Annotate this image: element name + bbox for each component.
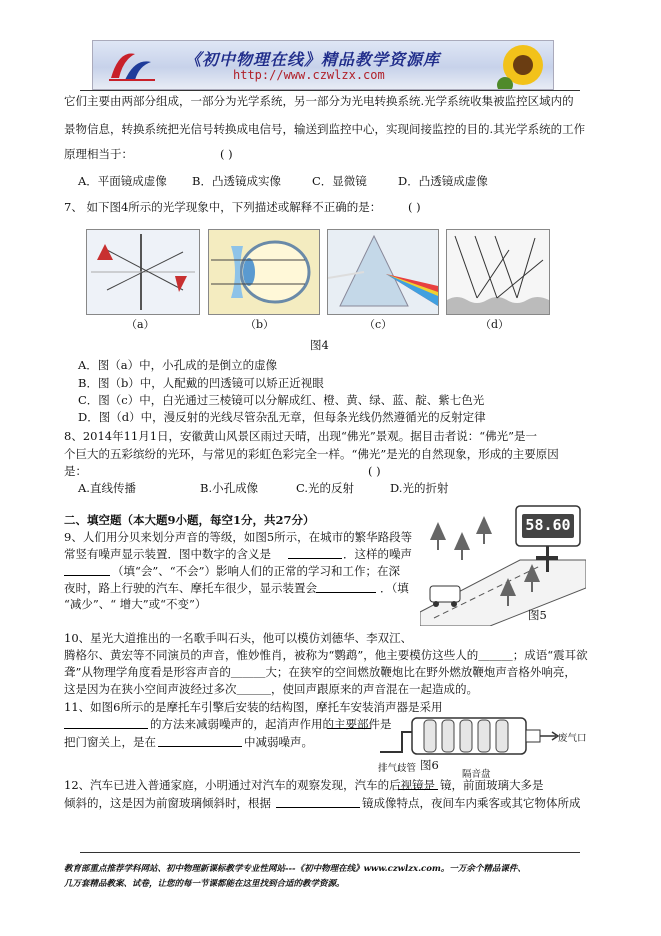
figure-4b-caption: （b） <box>245 318 275 331</box>
noise-display-value: 58.60 <box>525 516 571 534</box>
site-logo-icon <box>101 44 161 86</box>
q11-blank-1[interactable] <box>64 728 148 729</box>
figure-4c-prism <box>327 229 439 315</box>
q9-line4: 夜时，路上行驶的汽车、摩托车很少，显示装置会 <box>64 581 317 595</box>
figure-4a-pinhole <box>86 229 200 315</box>
q6-option-c[interactable]: C．显微镜 <box>312 174 367 188</box>
q6-option-b[interactable]: B．凸透镜成实像 <box>192 174 281 188</box>
q6-answer-paren[interactable]: ( ) <box>220 147 233 161</box>
q9-line3: （填“会”、“不会”）影响人们的正常的学习和工作；在深 <box>112 564 401 578</box>
q7-answer-paren[interactable]: ( ) <box>408 200 421 214</box>
q12-blank-1[interactable] <box>398 789 438 790</box>
q9-line5: “减少”、“ 增大”或“不变”） <box>64 597 207 611</box>
q8-line1: 8、2014年11月1日，安徽黄山风景区雨过天晴，出现“佛光”景观。据目击者说：“佛光”是一 <box>64 429 538 443</box>
q12-line2a: 倾斜的，这是因为前窗玻璃倾斜时，根据 <box>64 796 271 810</box>
footer-line1: 教育部重点推荐学科网站、初中物理新课标教学专业性网站---《初中物理在线》www.czwlzx.com。一万余个精品课件、 <box>64 864 526 874</box>
q12-blank-2[interactable] <box>276 807 360 808</box>
sunflower-icon <box>493 41 553 89</box>
figure-6-muffler <box>372 712 586 778</box>
q11-line1: 11、如图6所示的是摩托车引擎后安装的结构图，摩托车安装消声器是采用 <box>64 700 443 714</box>
q12-line1b: 镜，前面玻璃大多是 <box>440 778 544 792</box>
q7-option-c[interactable]: C．图（c）中，白光通过三棱镜可以分解成红、橙、黄、绿、蓝、靛、紫七色光 <box>78 393 485 407</box>
q6-option-a[interactable]: A．平面镜成虚像 <box>78 174 167 188</box>
figure-4d-caption: （d） <box>480 318 510 331</box>
figure-4a-caption: （a） <box>126 318 155 331</box>
header-rule <box>80 90 580 91</box>
figure-4-label: 图4 <box>310 338 329 352</box>
q6-line1: 它们主要由两部分组成，一部分为光学系统，另一部分为光电转换系统.光学系统收集被监控区域内的 <box>64 94 574 108</box>
exhaust-manifold-label: 排气歧管 <box>378 763 417 774</box>
q11-line3a: 把门窗关上，是在 <box>64 735 156 749</box>
q7-option-b[interactable]: B．图（b）中，人配戴的凹透镜可以矫正近视眼 <box>78 376 324 390</box>
q11-line2: 的方法来减弱噪声的，起消声作用的主要部件是 <box>150 717 392 731</box>
q7-option-a[interactable]: A．图（a）中，小孔成的是倒立的虚像 <box>78 358 278 372</box>
figure-5-label: 图5 <box>528 608 547 622</box>
q8-option-b[interactable]: B.小孔成像 <box>200 481 259 495</box>
q8-option-c[interactable]: C.光的反射 <box>296 481 355 495</box>
q11-line3b: 中减弱噪声。 <box>244 735 313 749</box>
q6-line3: 原理相当于： <box>64 147 133 161</box>
q7-option-d[interactable]: D．图（d）中，漫反射的光线尽管杂乱无章，但每条光线仍然遵循光的反射定律 <box>78 410 486 424</box>
q9-blank-3[interactable] <box>316 592 376 593</box>
q11-blank-3[interactable] <box>158 746 242 747</box>
section-2-title: 二、填空题（本大题9小题，每空1分，共27分） <box>64 513 315 527</box>
q9-line1: 9、人们用分贝来划分声音的等级，如图5所示，在城市的繁华路段等 <box>64 530 413 544</box>
figure-4c-caption: （c） <box>364 318 393 331</box>
figure-5-noise-display <box>420 500 586 626</box>
q9-blank-1[interactable] <box>288 558 342 559</box>
q12-line2b: 镜成像特点，夜间车内乘客或其它物体所成 <box>362 796 581 810</box>
footer-rule <box>80 852 580 853</box>
footer-line2: 几万套精品教案、试卷，让您的每一节课都能在这里找到合适的教学资源。 <box>64 879 345 889</box>
q11-blank-2[interactable] <box>327 728 371 729</box>
eye-lens-diagram-icon <box>209 230 319 314</box>
diffuse-reflection-icon <box>447 230 549 314</box>
q10-line1: 10、星光大道推出的一名歌手叫石头，他可以模仿刘德华、李双江、 <box>64 631 413 645</box>
q6-option-d[interactable]: D．凸透镜成虚像 <box>398 174 488 188</box>
q8-line3: 是： <box>64 464 87 478</box>
q9-line2a: 常竖有噪声显示装置．图中数字的含义是 <box>64 547 271 561</box>
q9-line2b: ．这样的噪声 <box>343 547 412 561</box>
q8-option-a[interactable]: A.直线传播 <box>78 481 136 495</box>
q8-line2: 个巨大的五彩缤纷的光环，与常见的彩虹色彩完全一样。“佛光”是光的自然现象，形成的主要原因 <box>64 447 559 461</box>
q9-line4b: ．（填 <box>380 581 409 595</box>
header-banner <box>92 40 554 90</box>
exhaust-port-label: 废气口 <box>558 733 587 744</box>
figure-4d-diffuse <box>446 229 550 315</box>
q9-blank-2[interactable] <box>64 575 110 576</box>
site-title: 《初中物理在线》精品教学资源库 <box>185 50 441 69</box>
pinhole-diagram-icon <box>87 230 199 314</box>
figure-6-label: 图6 <box>420 758 439 772</box>
q6-line2: 景物信息，转换系统把光信号转换成电信号，输送到监控中心，实现间接监控的目的.其光学系统的工作 <box>64 122 586 136</box>
prism-diagram-icon <box>328 230 438 314</box>
q10-line3: 聋”从物理学角度看是形容声音的＿＿＿大；在狭窄的空间燃放鞭炮比在野外燃放鞭炮声音格外响亮， <box>64 665 576 679</box>
q10-line2: 腾格尔、黄宏等不同演员的声音，惟妙惟肖，被称为“鹦鹉”，他主要模仿这些人的＿＿＿；成语“震耳欲 <box>64 648 588 662</box>
sound-baffle-label: 隔音盘 <box>462 769 491 780</box>
q10-line4: 这是因为在狭小空间声波经过多次＿＿＿，使回声跟原来的声音混在一起造成的。 <box>64 682 478 696</box>
q7-stem: 7、 如下图4所示的光学现象中，下列描述或解释不正确的是： <box>64 200 382 214</box>
q12-line1a: 12、汽车已进入普通家庭，小明通过对汽车的观察发现，汽车的后视镜是 <box>64 778 436 792</box>
figure-4b-eye-lens <box>208 229 320 315</box>
q8-answer-paren[interactable]: ( ) <box>368 464 381 478</box>
site-url[interactable]: http://www.czwlzx.com <box>233 68 385 82</box>
q8-option-d[interactable]: D.光的折射 <box>390 481 449 495</box>
